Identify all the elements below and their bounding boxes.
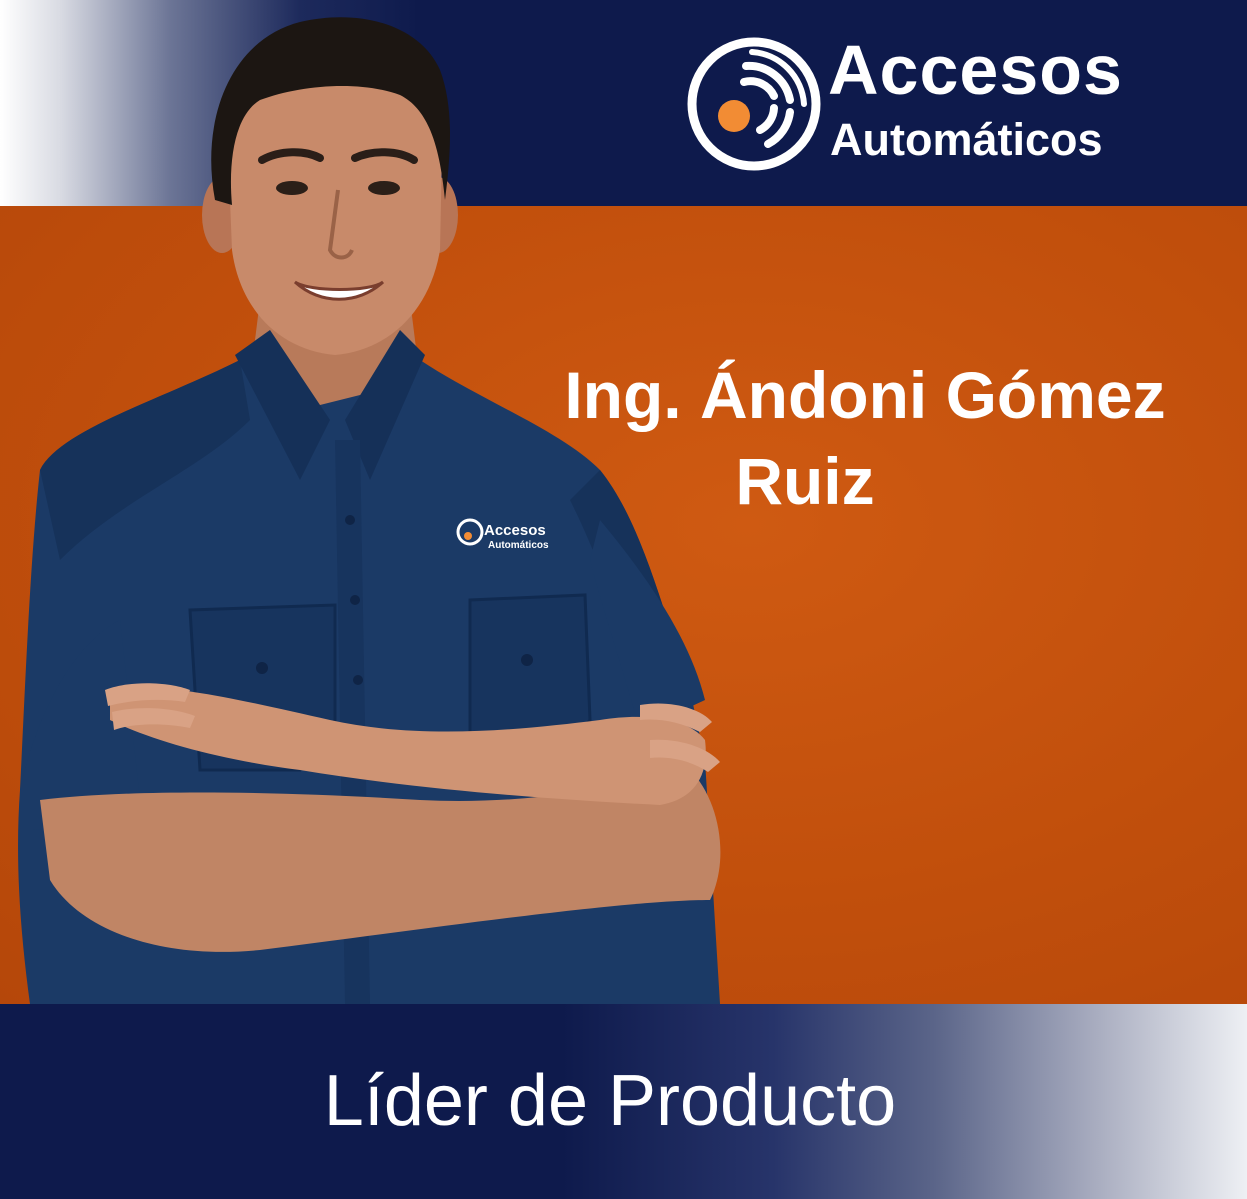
brand-line2: Automáticos [830, 114, 1103, 165]
name-line2: Ruiz [735, 444, 875, 518]
brand-line1: Accesos [828, 31, 1123, 109]
brand-logo [686, 31, 1186, 174]
signal-waves-logo-icon [686, 34, 826, 174]
shirt-logo-line1: Accesos [484, 522, 546, 539]
shirt-logo-line2: Automáticos [488, 540, 549, 551]
job-title: Líder de Producto [323, 1061, 897, 1141]
name-line1: Ing. Ándoni Gómez [564, 358, 1166, 432]
person-name [500, 352, 1230, 524]
